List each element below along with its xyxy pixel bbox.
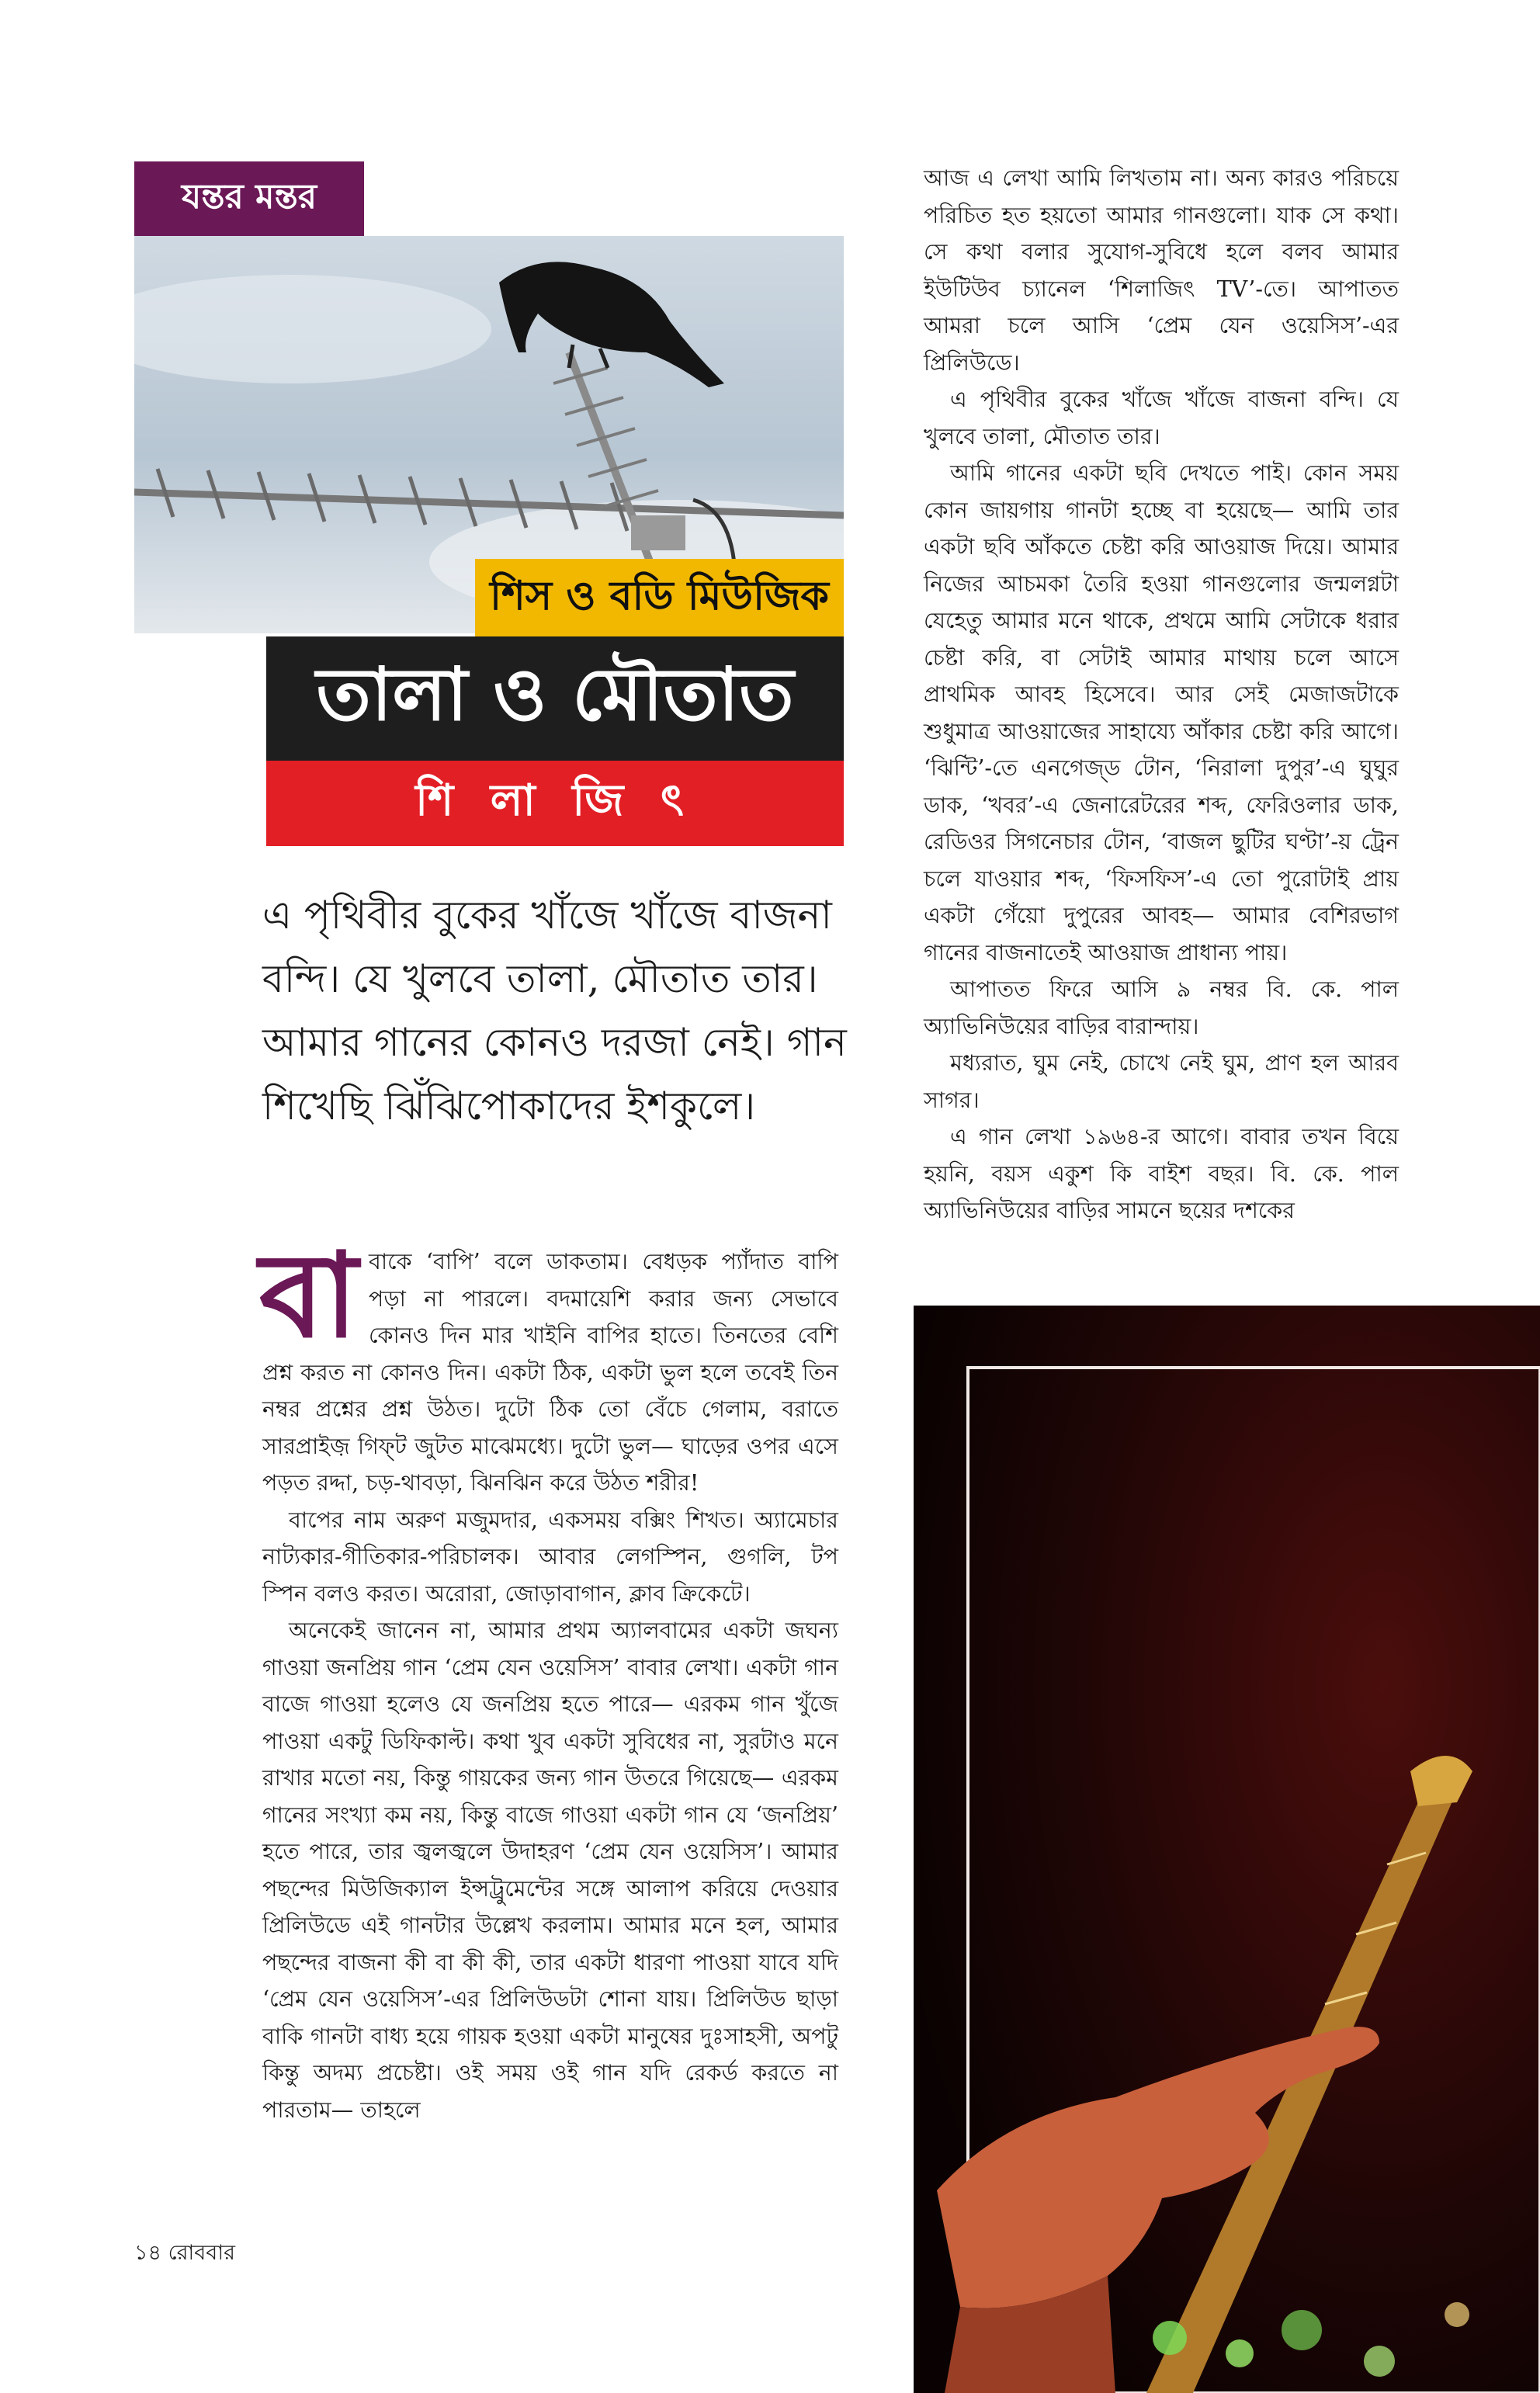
section-tag: যন্তর মন্তর <box>134 161 364 236</box>
paragraph: অনেকেই জানেন না, আমার প্রথম অ্যালবামের একটা জঘন্য গাওয়া জনপ্রিয় গান ‘প্রেম যেন ওয়েসিস’ বাবার লেখা। একটা গান বাজে গাওয়া হলেও যে জনপ্রিয় হতে পারে— এরকম গান খুঁজে পাওয়া একটু ডিফিকাল্ট। কথা খুব একটা সুবিধের না, সুরটাও মনে রাখার মতো নয়, কিন্তু গায়কের জন্য গান উতরে গিয়েছে— এরকম গানের সংখ্যা কম নয়, কিন্তু বাজে গাওয়া একটা গান যে ‘জনপ্রিয়’ হতে পারে, তার জ্বলজ্বলে উদাহরণ ‘প্রেম যেন ওয়েসিস’। আমার পছন্দের মিউজিক্যাল ইন্সট্রুমেন্টের সঙ্গে আলাপ করিয়ে দেওয়ার প্রিলিউডে এই গানটার উল্লেখ করলাম। আমার মনে হল, আমার পছন্দের বাজনা কী বা কী কী, তার একটা ধারণা পাওয়া যাবে যদি ‘প্রেম যেন ওয়েসিস’-এর প্রিলিউডটা শোনা যায়। প্রিলিউড ছাড়া বাকি গানটা বাধ্য হয়ে গায়ক হওয়া একটা মানুষের দুঃসাহসী, অপটু কিন্তু অদম্য প্রচেষ্টা। ওই সময় ওই গান যদি রেকর্ড করতে না পারতাম— তাহলে <box>262 1618 838 2123</box>
drop-cap: বা <box>259 1227 358 1364</box>
article-intro: এ পৃথিবীর বুকের খাঁজে খাঁজে বাজনা বন্দি। যে খুলবে তালা, মৌতাত তার। আমার গানের কোনও দরজা নেই। গান শিখেছি ঝিঁঝিপোকাদের ইশকুলে। <box>262 893 847 1129</box>
paragraph: এ গান লেখা ১৯৬৪-র আগে। বাবার তখন বিয়ে হয়নি, বয়স একুশ কি বাইশ বছর। বি. কে. পাল অ্যাভিনিউয়ের বাড়ির সামনে ছয়ের দশকের <box>924 1124 1399 1223</box>
paragraph: বাপের নাম অরুণ মজুমদার, একসময় বক্সিং শিখত। অ্যামেচার নাট্যকার-গীতিকার-পরিচালক। আবার লেগস্পিন, গুগলি, টপ স্পিন বলও করত। অরোরা, জোড়াবাগান, ক্লাব ক্রিকেটে। <box>262 1507 838 1607</box>
paragraph <box>259 1227 838 1502</box>
article-kicker: শিস ও বডি মিউজিক <box>475 559 844 636</box>
page-folio: ১৪ রোববার <box>134 2241 235 2265</box>
paragraph: মধ্যরাত, ঘুম নেই, চোখে নেই ঘুম, প্রাণ হল আরব সাগর। <box>924 1050 1399 1113</box>
article-headline: তালা ও মৌতাত <box>266 636 844 761</box>
paragraph: এ পৃথিবীর বুকের খাঁজে খাঁজে বাজনা বন্দি। যে খুলবে তালা, মৌতাত তার। <box>924 387 1399 449</box>
paragraph-text: বাকে ‘বাপি’ বলে ডাকতাম। বেধড়ক প্যাঁদাত বাপি পড়া না পারলে। বদমায়েশি করার জন্য সেভাবে কোনও দিন মার খাইনি বাপির হাতে। তিনতের বেশি প্রশ্ন করত না কোনও দিন। একটা ঠিক, একটা ভুল হলে তবেই তিন নম্বর প্রশ্নের প্রশ্ন উঠত। দুটো ঠিক তো বেঁচে গেলাম, বরাতে সারপ্রাইজ় গিফ্‌ট জুটত মাঝেমধ্যে। দুটো ভুল— ঘাড়ের ওপর এসে পড়ত রদ্দা, চড়-থাবড়া, ঝিনঝিন করে উঠত শরীর! <box>262 1249 838 1496</box>
guitarist-hand-photo <box>914 1306 1540 2393</box>
paragraph: আমি গানের একটা ছবি দেখতে পাই। কোন সময় কোন জায়গায় গানটা হচ্ছে বা হয়েছে— আমি তার একটা ছবি আঁকতে চেষ্টা করি আওয়াজ দিয়ে। আমার নিজের আচমকা তৈরি হওয়া গানগুলোর জন্মলগ্নটা যেহেতু আমার মনে থাকে, প্রথমে আমি সেটাকে ধরার চেষ্টা করি, বা সেটাই আমার মাথায় চলে আসে প্রাথমিক আবহ হিসেবে। আর সেই মেজাজটাকে শুধুমাত্র আওয়াজের সাহায্যে আঁকার চেষ্টা করি আগে। ‘ঝিন্টি’-তে এনগেজ্‌ড টোন, ‘নিরালা দুপুর’-এ ঘুঘুর ডাক, ‘খবর’-এ জেনারেটরের শব্দ, ফেরিওলার ডাক, রেডিওর সিগনেচার টোন, ‘বাজল ছুটির ঘণ্টা’-য় ট্রেন চলে যাওয়ার শব্দ, ‘ফিসফিস’-এ তো পুরোটাই প্রায় একটা গেঁয়ো দুপুরের আবহ— আমার বেশিরভাগ গানের বাজনাতেই আওয়াজ প্রাধান্য পায়। <box>924 460 1399 966</box>
article-byline: শি লা জি ৎ <box>266 761 844 846</box>
guitarist-hand-illustration <box>914 1306 1540 2393</box>
body-column-left <box>259 1227 838 2128</box>
body-column-right <box>924 160 1399 1229</box>
paragraph: আজ এ লেখা আমি লিখতাম না। অন্য কারও পরিচয়ে পরিচিত হত হয়তো আমার গানগুলো। যাক সে কথা। সে কথা বলার সুযোগ-সুবিধে হলে বলব আমার ইউটিউব চ্যানেল ‘শিলাজিৎ TV’-তে। আপাতত আমরা চলে আসি ‘প্রেম যেন ওয়েসিস’-এর প্রিলিউডে। <box>924 165 1399 376</box>
paragraph: আপাতত ফিরে আসি ৯ নম্বর বি. কে. পাল অ্যাভিনিউয়ের বাড়ির বারান্দায়। <box>924 976 1399 1039</box>
